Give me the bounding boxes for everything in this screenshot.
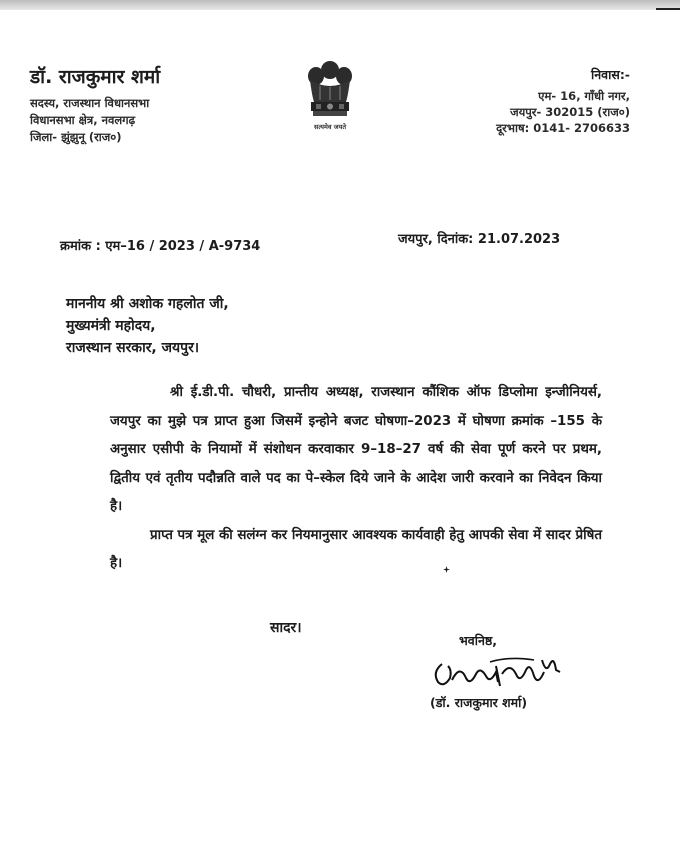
sender-constituency: विधानसभा क्षेत्र, नवलगढ़ xyxy=(30,113,136,127)
residence-line2: जयपुर- 302015 (राज०) xyxy=(510,105,630,119)
residence-phone: दूरभाष: 0141- 2706633 xyxy=(496,121,630,135)
signatory-name: (डॉ. राजकुमार शर्मा) xyxy=(430,695,528,710)
body-paragraph-1: श्री ई.डी.पी. चौधरी, प्रान्तीय अध्यक्ष, राजस्थान कौंशिक ऑफ डिप्लोमा इन्जीनियर्स, जयपुर का मुझे पत्र प्राप्त हुआ जिसमें इन्होने बजट घोषणा–2023 में घोषणा क्रमांक –155 के अनुसार एसीपी के नियामों में संशोधन करवाकार 9–18–27 वर्ष की सेवा पूर्ण करने पर प्रथम, द्वितीय एवं तृतीय पदौन्नति वाले पद का पे–स्केल दिये जाने के आदेश जारी करवाने का निवेदन किया है। xyxy=(110,385,602,514)
letter-date: जयपुर, दिनांक: 21.07.2023 xyxy=(398,232,561,247)
sender-district: जिला- झुंझुनू (राज०) xyxy=(30,130,122,144)
sender-designation: सदस्य, राजस्थान विधानसभा xyxy=(30,96,150,110)
residence-label: निवास:- xyxy=(591,67,630,82)
scan-top-edge xyxy=(0,0,680,10)
emblem-motto: सत्यमेव जयते xyxy=(313,123,347,131)
letter-body xyxy=(110,379,602,579)
body-paragraph-2: प्राप्त पत्र मूल की सलंग्न कर नियमानुसार आवश्यक कार्यवाही हेतु आपकी सेवा में सादर प्रेषित है। xyxy=(110,527,602,571)
ink-speck xyxy=(443,558,450,565)
addressee-line1: माननीय श्री अशोक गहलोत जी, xyxy=(66,296,229,312)
addressee-line3: राजस्थान सरकार, जयपुर। xyxy=(66,340,200,356)
state-emblem-icon xyxy=(302,56,358,146)
sender-name: डॉ. राजकुमार शर्मा xyxy=(30,66,161,88)
closing-salutation: सादर। xyxy=(270,620,302,636)
reference-number: क्रमांक : एम–16 / 2023 / A-9734 xyxy=(60,239,261,254)
residence-line1: एम- 16, गाँधी नगर, xyxy=(538,89,630,103)
addressee-line2: मुख्यमंत्री महोदय, xyxy=(66,318,156,334)
sign-off: भवनिष्ठ, xyxy=(459,633,498,648)
handwritten-signature xyxy=(430,652,570,694)
letter-page xyxy=(0,10,680,859)
